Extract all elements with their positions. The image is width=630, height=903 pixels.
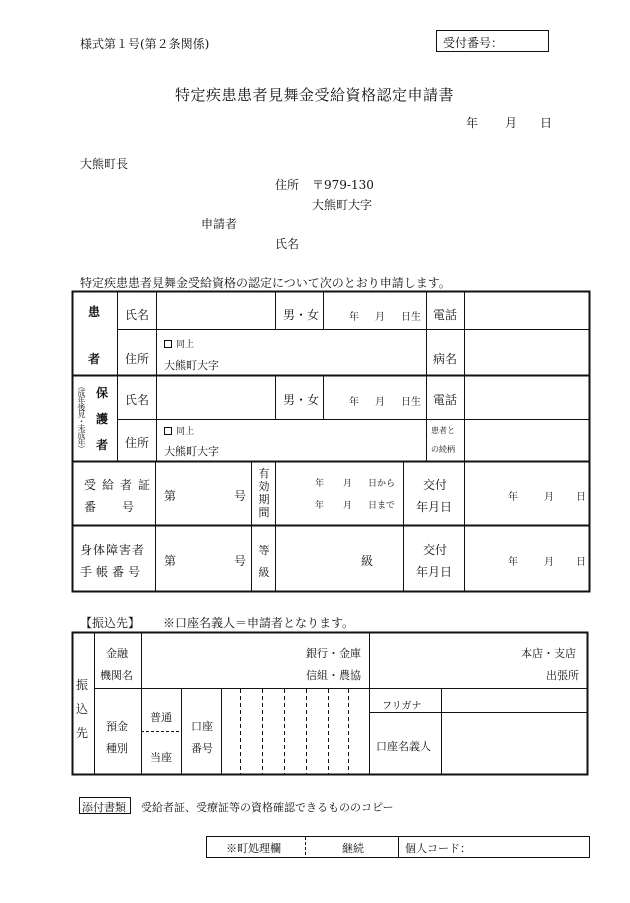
cert-go: 号 <box>234 489 247 503</box>
guardian-birth-year: 年 <box>349 397 359 408</box>
disability-go: 号 <box>234 554 247 568</box>
guardian-birth-day: 日生 <box>401 397 421 408</box>
disability-label-line1: 身体障害者 <box>80 543 146 557</box>
holder-label: 口座名義人 <box>376 740 431 753</box>
patient-birth-day: 日生 <box>401 312 421 323</box>
transfer-side-label: 振込先 <box>76 678 89 740</box>
applicant-address-label: 住所 <box>275 178 300 192</box>
branch-types-line1[interactable]: 本店・支店 <box>521 647 576 660</box>
same-label: 同上 <box>176 340 195 350</box>
grade-kyu: 級 <box>361 554 374 568</box>
receipt-number-label: 受付番号： <box>443 36 504 50</box>
patient-address-label: 住所 <box>125 352 150 366</box>
valid-period-label: 有効期間 <box>258 467 270 519</box>
form-number: 様式第１号(第２条関係) <box>80 37 210 51</box>
attachment-text: 受給者証、受療証等の資格確認できるもののコピー <box>141 801 394 814</box>
patient-name-label: 氏名 <box>125 308 150 322</box>
deposit-label-line1: 預金 <box>106 720 128 733</box>
valid-from-month: 月 <box>343 479 353 489</box>
guardian-note: （成年後見・未成年） <box>77 382 86 452</box>
disability-issue-year: 年 <box>508 557 518 568</box>
relation-label-line2: の続柄 <box>431 445 455 454</box>
branch-types-line2[interactable]: 出張所 <box>546 669 579 682</box>
disability-issue-month: 月 <box>544 557 554 568</box>
applicant-address-line[interactable]: 大熊町大字 <box>312 198 373 212</box>
guardian-address-town: 大熊町大字 <box>164 445 219 458</box>
disease-label: 病名 <box>433 352 458 366</box>
disability-issue-label2: 年月日 <box>416 565 453 579</box>
relation-label-line1: 患者と <box>431 426 455 435</box>
guardian-char2: 護 <box>96 412 109 426</box>
office-continuation[interactable]: 継続 <box>342 842 364 855</box>
valid-from-day: 日から <box>368 479 396 489</box>
guardian-sex[interactable]: 男・女 <box>283 393 320 407</box>
cert-issue-label2: 年月日 <box>416 500 453 514</box>
disability-dai: 第 <box>164 554 177 568</box>
bank-types-line2[interactable]: 信組・農協 <box>306 669 361 682</box>
valid-to-year: 年 <box>315 501 325 511</box>
bank-label-line1: 金融 <box>106 647 128 660</box>
patient-section-char2: 者 <box>88 352 101 366</box>
grade-label: 等級 <box>258 544 270 579</box>
cert-label-line2: 番号 <box>84 500 161 514</box>
transfer-note: ※口座名義人＝申請者となります。 <box>163 616 355 630</box>
bank-label-line2: 機関名 <box>100 669 133 682</box>
deposit-type-toza[interactable]: 当座 <box>150 751 172 764</box>
cert-issue-year: 年 <box>508 492 518 503</box>
intro-text: 特定疾患患者見舞金受給資格の認定について次のとおり申請します。 <box>80 276 451 290</box>
deposit-type-futsu[interactable]: 普通 <box>150 711 172 724</box>
guardian-name-label: 氏名 <box>125 393 150 407</box>
personal-code-field[interactable] <box>478 838 588 856</box>
disability-issue-day: 日 <box>576 557 586 568</box>
date-year-label: 年 <box>466 116 479 130</box>
account-label-line2: 番号 <box>191 742 213 755</box>
applicant-name-label: 氏名 <box>275 237 300 251</box>
cert-issue-day: 日 <box>576 492 586 503</box>
applicant-label: 申請者 <box>201 217 238 231</box>
cert-label-line1: 受給者証 <box>84 478 157 492</box>
furigana-label: フリガナ <box>382 701 422 712</box>
office-personal-code-label: 個人コード： <box>405 842 471 855</box>
patient-section-char1: 患 <box>88 305 101 319</box>
valid-from-year: 年 <box>315 479 325 489</box>
patient-phone-label: 電話 <box>433 308 458 322</box>
patient-birth-year: 年 <box>349 312 359 323</box>
patient-address-town: 大熊町大字 <box>164 359 219 372</box>
date-month-label: 月 <box>505 116 518 130</box>
transfer-heading: 【振込先】 <box>80 616 141 630</box>
patient-birth-month: 月 <box>375 312 385 323</box>
valid-to-day: 日まで <box>368 501 396 511</box>
account-label-line1: 口座 <box>191 720 213 733</box>
deposit-label-line2: 種別 <box>106 742 128 755</box>
disability-issue-label1: 交付 <box>423 543 448 557</box>
date-day-label: 日 <box>540 116 553 130</box>
applicant-postal-code[interactable]: 〒979-130 <box>312 178 374 192</box>
guardian-char3: 者 <box>96 438 109 452</box>
valid-to-month: 月 <box>343 501 353 511</box>
bank-types-line1[interactable]: 銀行・金庫 <box>306 647 361 660</box>
office-use-label: ※町処理欄 <box>226 842 281 855</box>
guardian-char1: 保 <box>96 386 109 400</box>
cert-issue-label1: 交付 <box>423 478 448 492</box>
cert-issue-month: 月 <box>544 492 554 503</box>
disability-label-line2: 手帳番号 <box>80 565 145 579</box>
form-title: 特定疾患患者見舞金受給資格認定申請書 <box>175 86 455 104</box>
patient-sex[interactable]: 男・女 <box>283 308 320 322</box>
guardian-address-label: 住所 <box>125 436 150 450</box>
attachment-label: 添付書類 <box>79 797 131 814</box>
guardian-phone-label: 電話 <box>433 393 458 407</box>
guardian-birth-month: 月 <box>375 397 385 408</box>
cert-dai: 第 <box>164 489 177 503</box>
addressee: 大熊町長 <box>80 157 129 171</box>
same-label: 同上 <box>176 427 195 437</box>
